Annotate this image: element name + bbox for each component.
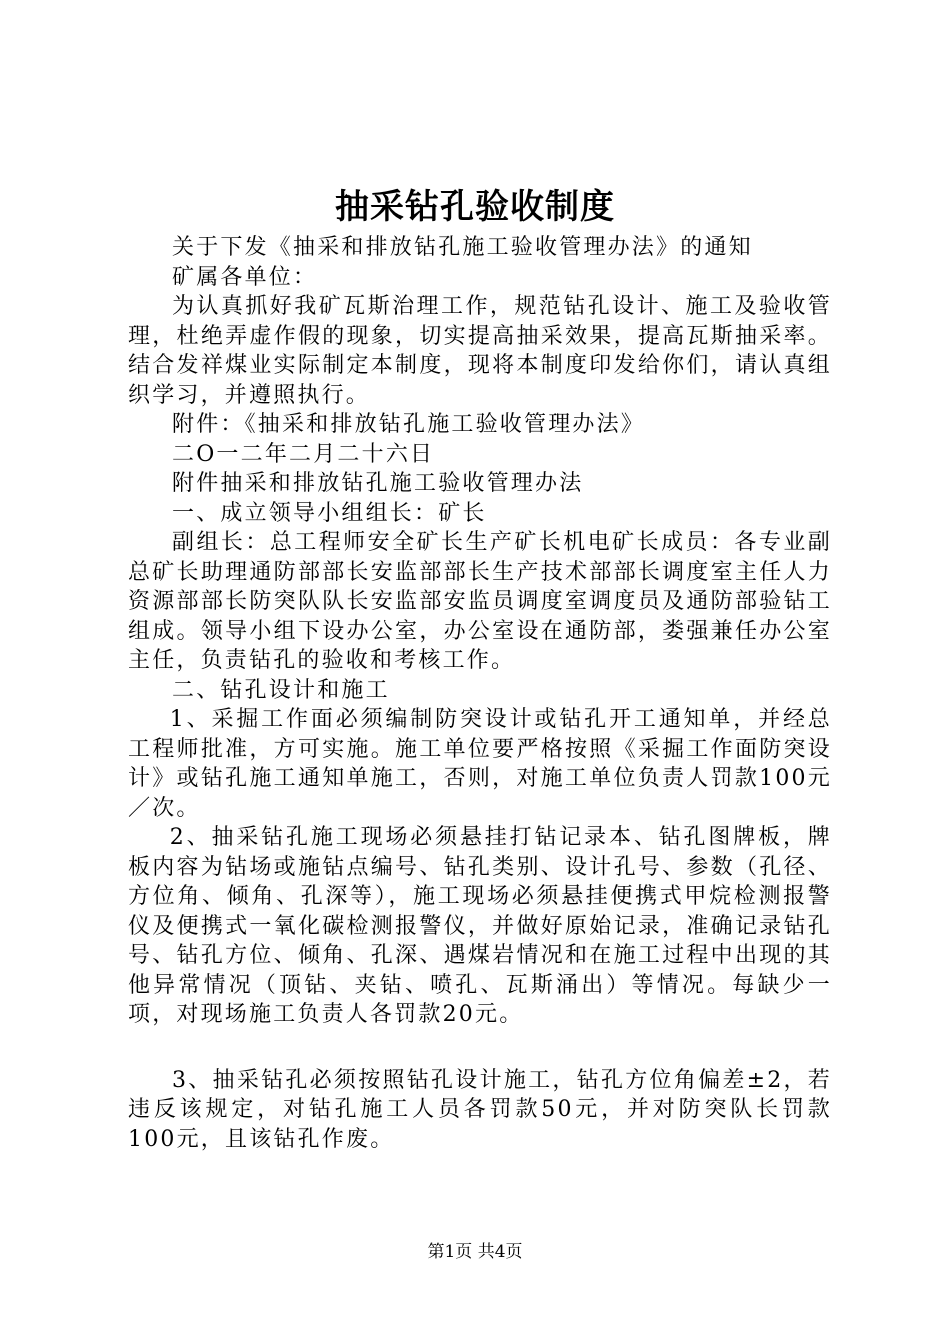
document-title: 抽采钻孔验收制度 [335, 187, 615, 227]
document-body [128, 233, 832, 1154]
body-paragraph-intro: 为认真抓好我矿瓦斯治理工作，规范钻孔设计、施工及验收管理，杜绝弄虚作假的现象，切实提高抽采效果，提高瓦斯抽采率。结合发祥煤业实际制定本制度，现将本制度印发给你们，请认真组织学习，并遵照执行。 [128, 294, 832, 408]
section-heading-2: 二、钻孔设计和施工 [172, 677, 390, 703]
page-number-footer: 第1页 共4页 [427, 1242, 523, 1262]
attachment-title: 附件抽采和排放钻孔施工验收管理办法 [172, 471, 584, 496]
date-line: 二О一二年二月二十六日 [172, 441, 435, 467]
salutation: 矿属各单位： [172, 264, 318, 290]
section-heading-1: 一、成立领导小组组长：矿长 [172, 500, 487, 526]
notice-heading: 关于下发《抽采和排放钻孔施工验收管理办法》的通知 [172, 235, 753, 260]
rule-item-2: 2、抽采钻孔施工现场必须悬挂打钻记录本、钻孔图牌板，牌板内容为钻场或施钻点编号、钻孔类别、设计孔号、参数（孔径、方位角、倾角、孔深等），施工现场必须悬挂便携式甲烷检测报警仪及便携式一氧化碳检测报警仪，并做好原始记录，准确记录钻孔号、钻孔方位、倾角、孔深、遇煤岩情况和在施工过程中出现的其他异常情况（顶钻、夹钻、喷孔、瓦斯涌出）等情况。每缺少一项，对现场施工负责人各罚款20元。 [128, 825, 832, 1027]
body-paragraph-members: 副组长：总工程师安全矿长生产矿长机电矿长成员：各专业副总矿长助理通防部部长安监部部长生产技术部部长调度室主任人力资源部部长防突队队长安监部安监员调度室调度员及通防部验钻工组成。领导小组下设办公室，办公室设在通防部，娄强兼任办公室主任，负责钻孔的验收和考核工作。 [128, 530, 832, 673]
rule-item-1: 1、采掘工作面必须编制防突设计或钻孔开工通知单，并经总工程师批准，方可实施。施工单位要严格按照《采掘工作面防突设计》或钻孔施工通知单施工，否则，对施工单位负责人罚款100元／次。 [128, 707, 832, 821]
attachment-line: 附件：《抽采和排放钻孔施工验收管理办法》 [172, 412, 646, 437]
rule-item-3: 3、抽采钻孔必须按照钻孔设计施工，钻孔方位角偏差±2，若违反该规定，对钻孔施工人员各罚款50元，并对防突队长罚款100元，且该钻孔作废。 [128, 1067, 832, 1152]
